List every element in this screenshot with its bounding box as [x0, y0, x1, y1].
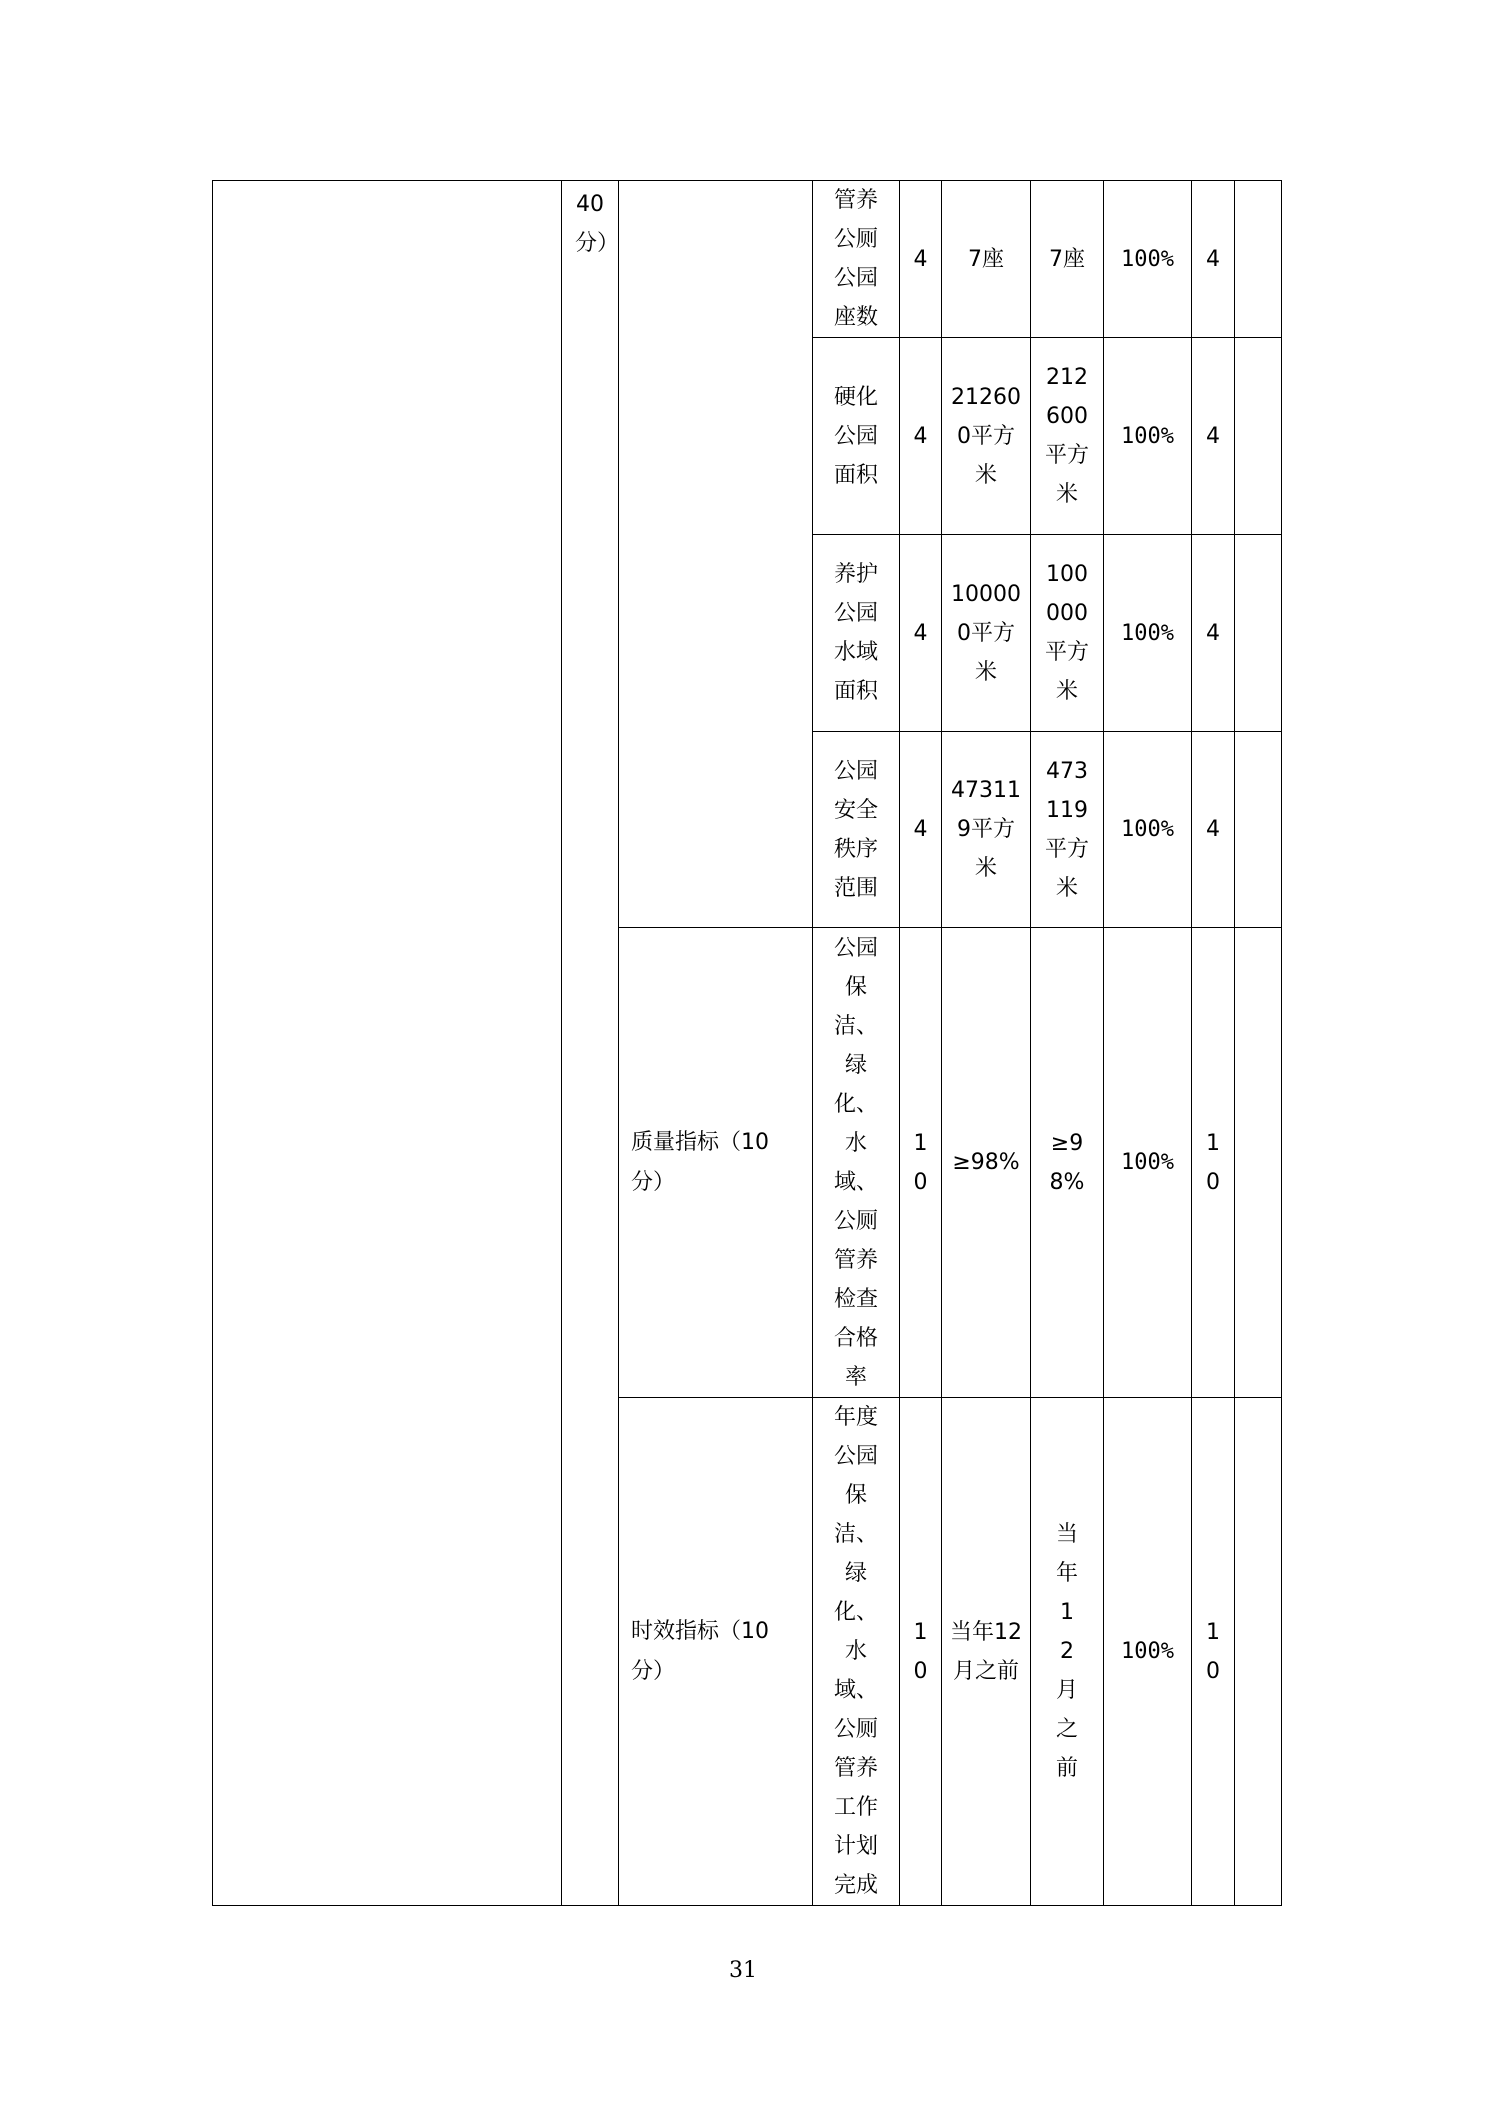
indicator-name-cell [813, 535, 900, 732]
weight-value: 10 [913, 1130, 928, 1195]
weight-value: 4 [913, 423, 928, 449]
indicator-name: 年度公园保洁、绿化、水域、公厕管养工作计划完成 [833, 1405, 878, 1898]
rate-cell: 100% [1104, 1398, 1192, 1906]
rate-cell: 100% [1104, 732, 1192, 928]
score-value: 4 [1206, 423, 1220, 449]
target-cell [942, 338, 1031, 535]
weight-cell [900, 732, 942, 928]
weight-cell [900, 928, 942, 1398]
score-cell [1192, 338, 1235, 535]
project-cell [213, 181, 562, 1906]
page-number: 31 [729, 1958, 757, 1983]
target-cell [942, 732, 1031, 928]
actual-cell [1031, 338, 1104, 535]
score-cell [1192, 535, 1235, 732]
indicator-name: 公园安全秩序范围 [833, 758, 878, 901]
score-cell [1192, 181, 1235, 338]
score-value: 10 [1206, 1619, 1220, 1684]
category-label: 时效指标（10分） [631, 1618, 769, 1684]
actual-cell [1031, 928, 1104, 1398]
remark-cell [1235, 181, 1282, 338]
actual-cell [1031, 535, 1104, 732]
indicator-name: 公园保洁、绿化、水域、公厕管养检查合格率 [833, 935, 878, 1390]
target-value: 当年12月之前 [950, 1619, 1022, 1684]
remark-cell [1235, 732, 1282, 928]
actual-cell [1031, 1398, 1104, 1906]
level1-score-cell [562, 181, 619, 1906]
rate-cell: 100% [1104, 928, 1192, 1398]
actual-value: 473119平方米 [1044, 758, 1089, 901]
weight-value: 4 [913, 620, 928, 646]
remark-cell [1235, 928, 1282, 1398]
indicator-name: 硬化公园面积 [833, 384, 878, 488]
target-cell [942, 181, 1031, 338]
actual-value: 7座 [1049, 246, 1085, 272]
indicator-name-cell [813, 732, 900, 928]
score-value: 4 [1206, 620, 1220, 646]
target-cell [942, 535, 1031, 732]
target-value: ≥98% [952, 1150, 1020, 1175]
weight-value: 10 [913, 1619, 928, 1684]
weight-cell [900, 181, 942, 338]
category-label: 质量指标（10分） [631, 1129, 769, 1195]
indicator-name-cell [813, 338, 900, 535]
category-cell-quality [619, 928, 813, 1398]
actual-value: 当年12月之前 [1055, 1522, 1078, 1781]
score-value: 4 [1206, 246, 1220, 272]
indicator-name: 养护公园水域面积 [833, 562, 878, 704]
weight-value: 4 [913, 817, 928, 842]
indicator-name-cell [813, 181, 900, 338]
actual-value: 212600平方米 [1044, 365, 1089, 507]
category-cell-quantity [619, 181, 813, 928]
actual-value: ≥98% [1049, 1130, 1085, 1195]
target-value: 7座 [968, 246, 1004, 272]
actual-cell [1031, 732, 1104, 928]
actual-cell [1031, 181, 1104, 338]
indicator-name: 管养公厕公园座数 [833, 188, 878, 330]
remark-cell [1235, 535, 1282, 732]
score-value: 4 [1206, 817, 1220, 842]
indicator-name-cell [813, 1398, 900, 1906]
score-cell [1192, 732, 1235, 928]
rate-cell: 100% [1104, 535, 1192, 732]
performance-indicator-table [212, 180, 1282, 1906]
score-cell [1192, 928, 1235, 1398]
score-cell [1192, 1398, 1235, 1906]
target-cell [942, 1398, 1031, 1906]
rate-cell: 100% [1104, 181, 1192, 338]
weight-cell [900, 535, 942, 732]
weight-cell [900, 338, 942, 535]
target-value: 100000平方米 [951, 581, 1021, 685]
remark-cell [1235, 1398, 1282, 1906]
table-row [213, 181, 1282, 338]
target-value: 473119平方米 [951, 778, 1021, 881]
weight-value: 4 [913, 246, 928, 272]
score-value: 10 [1206, 1130, 1220, 1195]
remark-cell [1235, 338, 1282, 535]
level1-score-text: 40分） [575, 192, 620, 256]
target-cell [942, 928, 1031, 1398]
weight-cell [900, 1398, 942, 1906]
actual-value: 100000平方米 [1044, 562, 1089, 704]
category-cell-timeliness [619, 1398, 813, 1906]
rate-cell: 100% [1104, 338, 1192, 535]
target-value: 212600平方米 [951, 384, 1021, 488]
indicator-name-cell [813, 928, 900, 1398]
